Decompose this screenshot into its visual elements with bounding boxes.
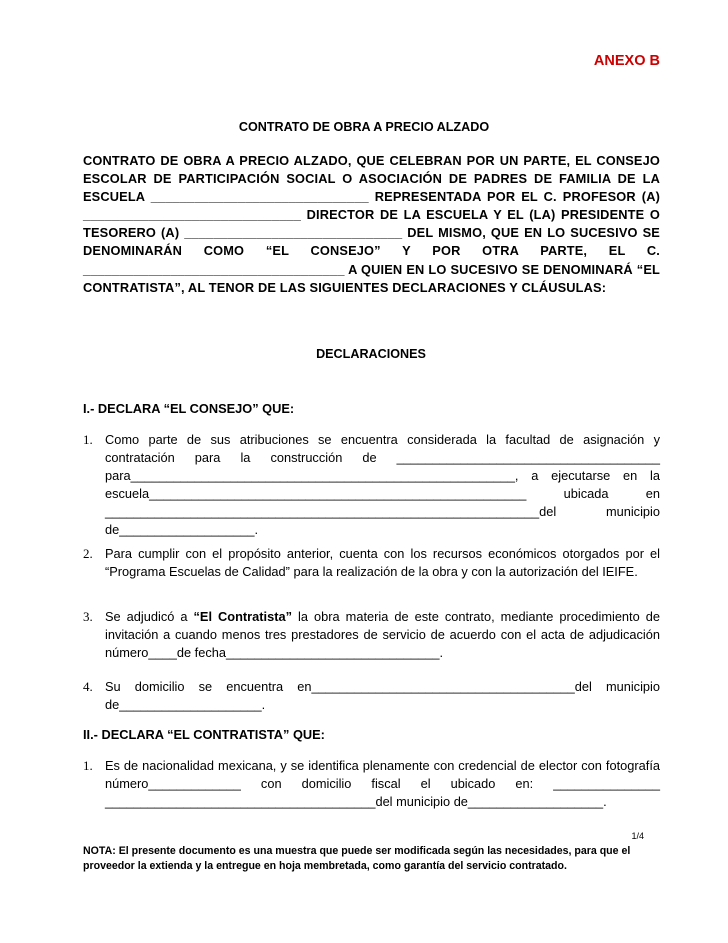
item-number: 4. bbox=[83, 679, 93, 694]
contratista-emphasis: “El Contratista” bbox=[193, 609, 292, 624]
section-2-item-1 bbox=[83, 757, 660, 811]
item-text-pre: Se adjudicó a bbox=[105, 609, 194, 624]
footer-note: NOTA: El presente documento es una muestra que puede ser modificada según las necesidades, para que el proveedor la extienda y la entregue en hoja membretada, como garantía del servicio contratado. bbox=[83, 845, 631, 873]
item-number: 1. bbox=[83, 432, 93, 447]
item-text: Es de nacionalidad mexicana, y se identifica plenamente con credencial de elector con fotografía número_____________ con domicilio fiscal el ubicado en: _______________ ______________________________________del municipio de___________________. bbox=[105, 758, 660, 809]
item-text: Su domicilio se encuentra en_____________________________________del municipio de____________________. bbox=[105, 679, 660, 712]
item-number: 1. bbox=[83, 758, 93, 773]
section-1-item-3 bbox=[83, 608, 660, 662]
item-text-post: la obra materia de este contrato, mediante procedimiento de invitación a cuando menos tres prestadores de servicio de acuerdo con el acta de adjudicación número____de fecha______________________________. bbox=[105, 609, 660, 660]
item-text: Para cumplir con el propósito anterior, cuenta con los recursos económicos otorgados por el “Programa Escuelas de Calidad” para la realización de la obra y con la autorización del IEIFE. bbox=[105, 546, 660, 579]
section-1-item-2 bbox=[83, 545, 660, 581]
page-number: 1/4 bbox=[631, 831, 644, 841]
declaraciones-heading: DECLARACIONES bbox=[316, 347, 426, 361]
section-2-heading: II.- DECLARA “EL CONTRATISTA” QUE: bbox=[83, 727, 325, 742]
contract-intro: CONTRATO DE OBRA A PRECIO ALZADO, QUE CELEBRAN POR UN PARTE, EL CONSEJO ESCOLAR DE PARTICIPACIÓN SOCIAL O ASOCIACIÓN DE PADRES DE FAMILIA DE LA ESCUELA ______________________________ REPRESENTADA POR EL C. PROFESOR (A) ______________________________ DIRECTOR DE LA ESCUELA Y EL (LA) PRESIDENTE O TESORERO (A) ______________________________ DEL MISMO, QUE EN LO SUCESIVO SE DENOMINARÁN COMO “EL CONSEJO” Y POR OTRA PARTE, EL C. ____________________________________ A QUIEN EN LO SUCESIVO SE DENOMINARÁ “EL CONTRATISTA”, AL TENOR DE LAS SIGUIENTES DECLARACIONES Y CLÁUSULAS: bbox=[83, 153, 660, 295]
item-text bbox=[105, 608, 660, 662]
section-1-item-1 bbox=[83, 431, 660, 539]
item-text: Como parte de sus atribuciones se encuentra considerada la facultad de asignación y contratación para la construcción de _____________________________________ para______________________________________________________, a ejecutarse en la escuela_____________________________________________________ ubicada en _____________________________________________________________del municipio de___________________. bbox=[105, 432, 660, 537]
annex-label: ANEXO B bbox=[593, 53, 660, 69]
section-1-item-4 bbox=[83, 678, 660, 714]
section-1-heading: I.- DECLARA “EL CONSEJO” QUE: bbox=[83, 401, 295, 416]
item-number: 2. bbox=[83, 546, 93, 561]
item-number: 3. bbox=[83, 609, 93, 624]
contract-title: CONTRATO DE OBRA A PRECIO ALZADO bbox=[238, 120, 490, 134]
